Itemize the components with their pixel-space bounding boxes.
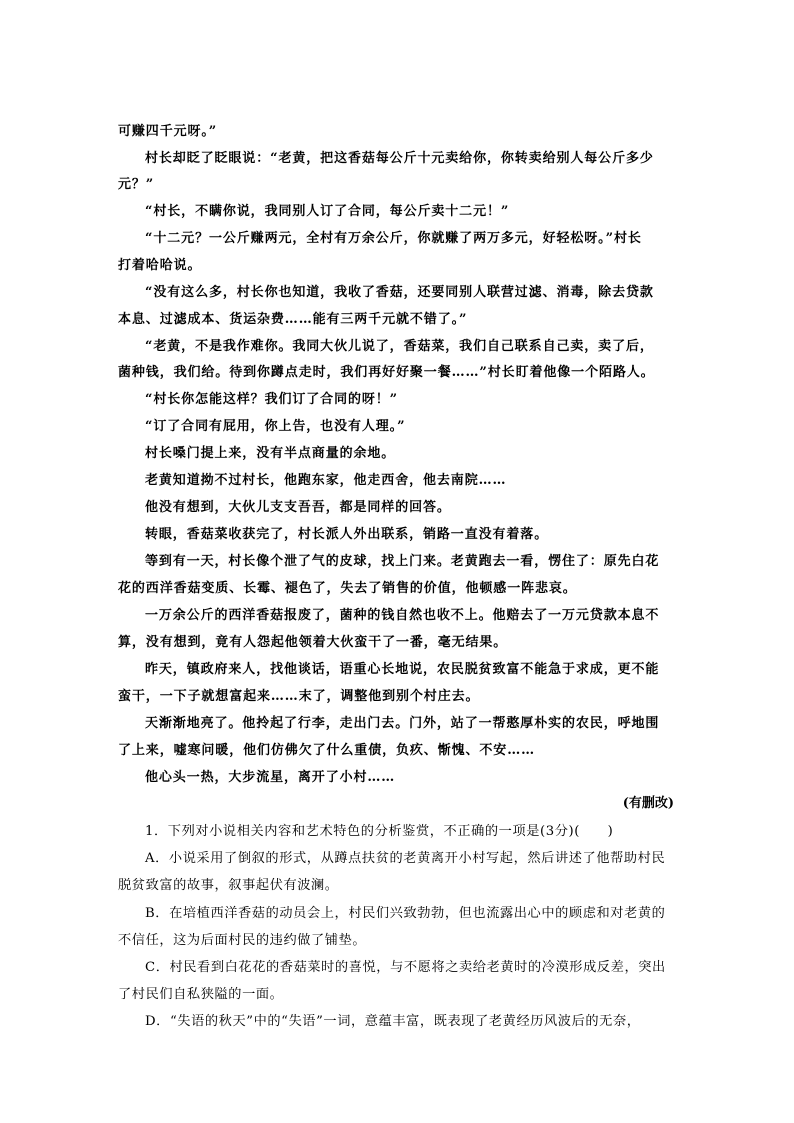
story-line: 一万余公斤的西洋香菇报废了，菌种的钱自然也收不上。他赔去了一万元贷款本息不 xyxy=(145,608,660,623)
story-line: 天渐渐地亮了。他拎起了行李，走出门去。门外，站了一帮憨厚朴实的农民，呼地围 xyxy=(145,716,660,731)
story-line: 蛮干，一下子就想富起来……末了，调整他到别个村庄去。 xyxy=(118,689,480,704)
source-note: (有删改) xyxy=(622,796,674,811)
story-line: 打着哈哈说。 xyxy=(118,258,202,273)
question-stem: 1．下列对小说相关内容和艺术特色的分析鉴赏，不正确的一项是(3分)( ) xyxy=(145,824,614,839)
story-line: 可赚四千元呀。” xyxy=(118,124,218,139)
story-line: 村长却眨了眨眼说：“老黄，把这香菇每公斤十元卖给你，你转卖给别人每公斤多少 xyxy=(145,151,654,166)
story-line: 老黄知道拗不过村长，他跑东家，他走西舍，他去南院…… xyxy=(145,473,507,488)
option-d-line-1: D．“失语的秋天”中的“失语”一词，意蕴丰富，既表现了老黄经历风波后的无奈， xyxy=(145,1014,641,1029)
story-line: 花的西洋香菇变质、长霉、褪色了，失去了销售的价值，他顿感一阵悲哀。 xyxy=(118,581,577,596)
story-line: 等到有一天，村长像个泄了气的皮球，找上门来。老黄跑去一看，愣住了：原先白花 xyxy=(145,554,660,569)
story-line: 算，没有想到，竟有人怨起他领着大伙蛮干了一番，毫无结果。 xyxy=(118,635,508,650)
story-line: “订了合同有屁用，你上告，也没有人理。” xyxy=(145,419,406,434)
story-line: 元？” xyxy=(118,177,155,192)
story-line: “没有这么多，村长你也知道，我收了香菇，还要同别人联营过滤、消毒，除去贷款 xyxy=(145,285,654,300)
option-b-line-1: B．在培植西洋香菇的动员会上，村民们兴致勃勃，但也流露出心中的顾虑和对老黄的 xyxy=(145,906,666,921)
story-line: 了上来，嘘寒问暖，他们仿佛欠了什么重债，负疚、惭愧、不安…… xyxy=(118,743,536,758)
story-line: 转眼，香菇菜收获完了，村长派人外出联系，销路一直没有着落。 xyxy=(145,527,549,542)
option-b-line-2: 不信任，这为后面村民的违约做了铺垫。 xyxy=(118,933,367,948)
story-line: “老黄，不是我作难你。我同大伙儿说了，香菇菜，我们自己联系自己卖，卖了后， xyxy=(145,339,654,354)
story-line: “村长你怎能这样？我们订了合同的呀！” xyxy=(145,392,399,407)
option-a-line-2: 脱贫致富的故事，叙事起伏有波澜。 xyxy=(118,878,339,893)
option-c-line-1: C．村民看到白花花的香菇菜时的喜悦，与不愿将之卖给老黄时的冷漠形成反差，突出 xyxy=(145,960,666,975)
option-a-line-1: A．小说采用了倒叙的形式，从蹲点扶贫的老黄离开小村写起，然后讲述了他帮助村民 xyxy=(145,851,666,866)
option-c-line-2: 了村民们自私狭隘的一面。 xyxy=(118,987,284,1002)
story-line: 他心头一热，大步流星，离开了小村…… xyxy=(145,770,396,785)
story-line: “十二元？一公斤赚两元，全村有万余公斤，你就赚了两万多元，好轻松呀。”村长 xyxy=(145,231,642,246)
story-line: “村长，不瞒你说，我同别人订了合同，每公斤卖十二元！” xyxy=(145,204,510,219)
story-line: 他没有想到，大伙儿支支吾吾，都是同样的回答。 xyxy=(145,500,451,515)
story-line: 菌种钱，我们给。待到你蹲点走时，我们再好好聚一餐……”村长盯着他像一个陌路人。 xyxy=(118,365,655,380)
story-line: 昨天，镇政府来人，找他谈话，语重心长地说，农民脱贫致富不能急于求成，更不能 xyxy=(145,662,660,677)
story-line: 本息、过滤成本、货运杂费……能有三两千元就不错了。” xyxy=(118,312,468,327)
story-line: 村长嗓门提上来，没有半点商量的余地。 xyxy=(145,446,396,461)
